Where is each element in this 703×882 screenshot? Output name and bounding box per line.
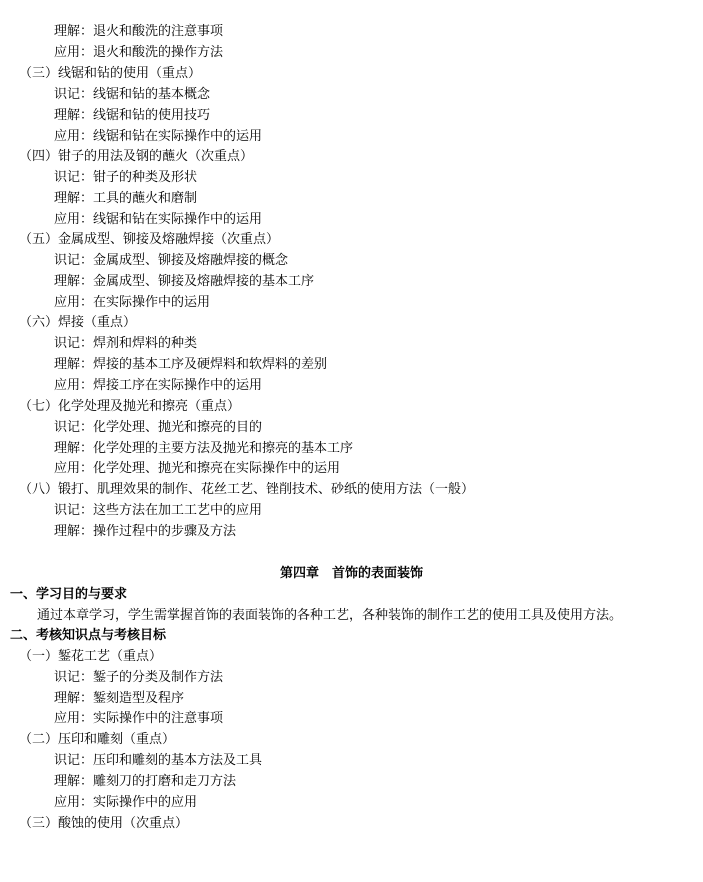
ch4-section-1-detail-3: 应用：实际操作中的注意事项: [54, 711, 224, 726]
section-7-detail-1: 识记：化学处理、抛光和擦亮的目的: [54, 420, 263, 435]
section-title-6: （六）焊接（重点）: [19, 315, 137, 330]
ch4-section-title-1: （一）錾花工艺（重点）: [19, 649, 163, 664]
section-8-detail-2: 理解：操作过程中的步骤及方法: [54, 524, 237, 539]
heading-assessment-points: 二、考核知识点与考核目标: [10, 628, 167, 643]
detail-annealing-understand: 理解：退火和酸洗的注意事项: [54, 24, 224, 39]
ch4-section-1-detail-1: 识记：錾子的分类及制作方法: [54, 670, 224, 685]
chapter-title: 第四章 首饰的表面装饰: [279, 566, 423, 581]
section-3-detail-1: 识记：线锯和钻的基本概念: [54, 87, 211, 102]
section-title-3: （三）线锯和钻的使用（重点）: [19, 66, 202, 81]
section-6-detail-3: 应用：焊接工序在实际操作中的运用: [54, 378, 263, 393]
section-4-detail-2: 理解：工具的蘸火和磨制: [54, 191, 198, 206]
ch4-section-title-2: （二）压印和雕刻（重点）: [19, 732, 176, 747]
ch4-section-2-detail-2: 理解：雕刻刀的打磨和走刀方法: [54, 774, 237, 789]
ch4-section-1-detail-2: 理解：錾刻造型及程序: [54, 691, 185, 706]
section-5-detail-1: 识记：金属成型、铆接及熔融焊接的概念: [54, 253, 289, 268]
heading-learning-goals: 一、学习目的与要求: [10, 587, 128, 602]
ch4-section-title-3: （三）酸蚀的使用（次重点）: [19, 816, 189, 831]
section-title-8: （八）锻打、肌理效果的制作、花丝工艺、锉削技术、砂纸的使用方法（一般）: [19, 482, 475, 497]
ch4-section-2-detail-3: 应用：实际操作中的应用: [54, 795, 198, 810]
detail-annealing-apply: 应用：退火和酸洗的操作方法: [54, 45, 224, 60]
section-6-detail-2: 理解：焊接的基本工序及硬焊料和软焊料的差别: [54, 357, 328, 372]
section-5-detail-3: 应用：在实际操作中的运用: [54, 295, 211, 310]
section-title-4: （四）钳子的用法及钢的蘸火（次重点）: [19, 149, 254, 164]
section-7-detail-2: 理解：化学处理的主要方法及抛光和擦亮的基本工序: [54, 441, 354, 456]
learning-goals-paragraph: 通过本章学习，学生需掌握首饰的表面装饰的各种工艺，各种装饰的制作工艺的使用工具及使用方法。: [37, 608, 623, 623]
section-5-detail-2: 理解：金属成型、铆接及熔融焊接的基本工序: [54, 274, 315, 289]
section-4-detail-3: 应用：线锯和钻在实际操作中的运用: [54, 212, 263, 227]
section-title-7: （七）化学处理及抛光和擦亮（重点）: [19, 399, 241, 414]
section-title-5: （五）金属成型、铆接及熔融焊接（次重点）: [19, 232, 280, 247]
section-4-detail-1: 识记：钳子的种类及形状: [54, 170, 198, 185]
section-7-detail-3: 应用：化学处理、抛光和擦亮在实际操作中的运用: [54, 461, 341, 476]
section-6-detail-1: 识记：焊剂和焊料的种类: [54, 336, 198, 351]
section-8-detail-1: 识记：这些方法在加工工艺中的应用: [54, 503, 263, 518]
section-3-detail-3: 应用：线锯和钻在实际操作中的运用: [54, 129, 263, 144]
section-3-detail-2: 理解：线锯和钻的使用技巧: [54, 108, 211, 123]
ch4-section-2-detail-1: 识记：压印和雕刻的基本方法及工具: [54, 753, 263, 768]
